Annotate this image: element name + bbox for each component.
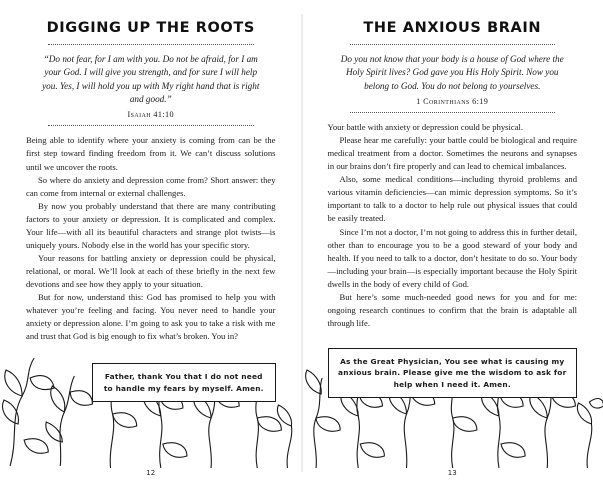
scripture-reference: Isaiah 41:10: [127, 110, 175, 120]
divider-bottom: [48, 125, 254, 126]
divider-top: [350, 44, 556, 45]
body-text: [328, 121, 578, 330]
divider-bottom: [350, 112, 556, 113]
right-page: [302, 0, 603, 486]
body-text: [26, 134, 276, 343]
paragraph: By now you probably understand that there are many contributing factors to your anxiety or depression. It is complicated and complex. Your life—with all its beautiful characters and strange plot twists—is uniquely yours. Nobody else in the world has your specific story.: [26, 200, 276, 250]
scripture-verse: “Do not fear, for I am with you. Do not be afraid, for I am your God. I will give you strength, and for sure I will help you. Yes, I will hold you up with My right hand that is right and good.”: [42, 54, 260, 105]
spread-gutter: [301, 14, 302, 472]
page-title: DIGGING UP THE ROOTS: [46, 20, 255, 36]
paragraph: Since I’m not a doctor, I’m not going to address this in further detail, other than to encourage you to be a good steward of your body and health. If you need to talk to a doctor, don’t hesitate to do so. Your body—including your brain—is especially important because the Holy Spirit dwells in the body of every child of God.: [327, 226, 577, 289]
page-number: 13: [447, 469, 457, 477]
paragraph: Please hear me carefully: your battle could be biological and require medical treatment from a doctor. Sometimes the neurons and synapses in our brains don’t fire properly and can lead to chemical imbalances.: [327, 135, 577, 172]
prayer-callout: Father, thank You that I do not need to handle my fears by myself. Amen.: [92, 363, 276, 402]
paragraph: Being able to identify where your anxiety is coming from can be the first step toward finding freedom from it. We can’t discuss solutions until we uncover the roots.: [26, 135, 276, 172]
scripture-verse: Do you not know that your body is a house of God where the Holy Spirit lives? God gave you His Holy Spirit. Now you belong to God. You do not belong to yourselves.: [340, 54, 564, 91]
paragraph: Your battle with anxiety or depression could be physical.: [327, 122, 524, 133]
paragraph: But here’s some much-needed good news for you and for me: ongoing research continues to confirm that the brain is adaptable all through life.: [327, 291, 577, 328]
page-title: THE ANXIOUS BRAIN: [363, 20, 542, 36]
scripture-reference: 1 Corinthians 6:19: [416, 97, 489, 107]
prayer-callout: As the Great Physician, You see what is causing my anxious brain. Please give me the wisdom to ask for help when I need it. Amen.: [328, 348, 578, 398]
divider-top: [48, 44, 254, 45]
paragraph: So where do anxiety and depression come from? Short answer: they can come from internal or external challenges.: [26, 174, 276, 198]
page-number: 12: [146, 469, 156, 477]
paragraph: But for now, understand this: God has promised to help you with whatever you’re feeling and facing. You never need to handle your anxiety or depression alone. I’m going to ask you to take a risk with me and trust that God is big enough to fix what’s broken. You in?: [26, 292, 276, 342]
paragraph: Also, some medical conditions—including thyroid problems and various vitamin deficiencies—can mimic depression symptoms. So it’s important to talk to a doctor to help rule out physical issues that could be easily treated.: [327, 174, 577, 224]
paragraph: Your reasons for battling anxiety or depression could be physical, relational, or moral. We’ll look at each of these briefly in the next few devotions and see how they apply to your situation.: [26, 252, 276, 290]
